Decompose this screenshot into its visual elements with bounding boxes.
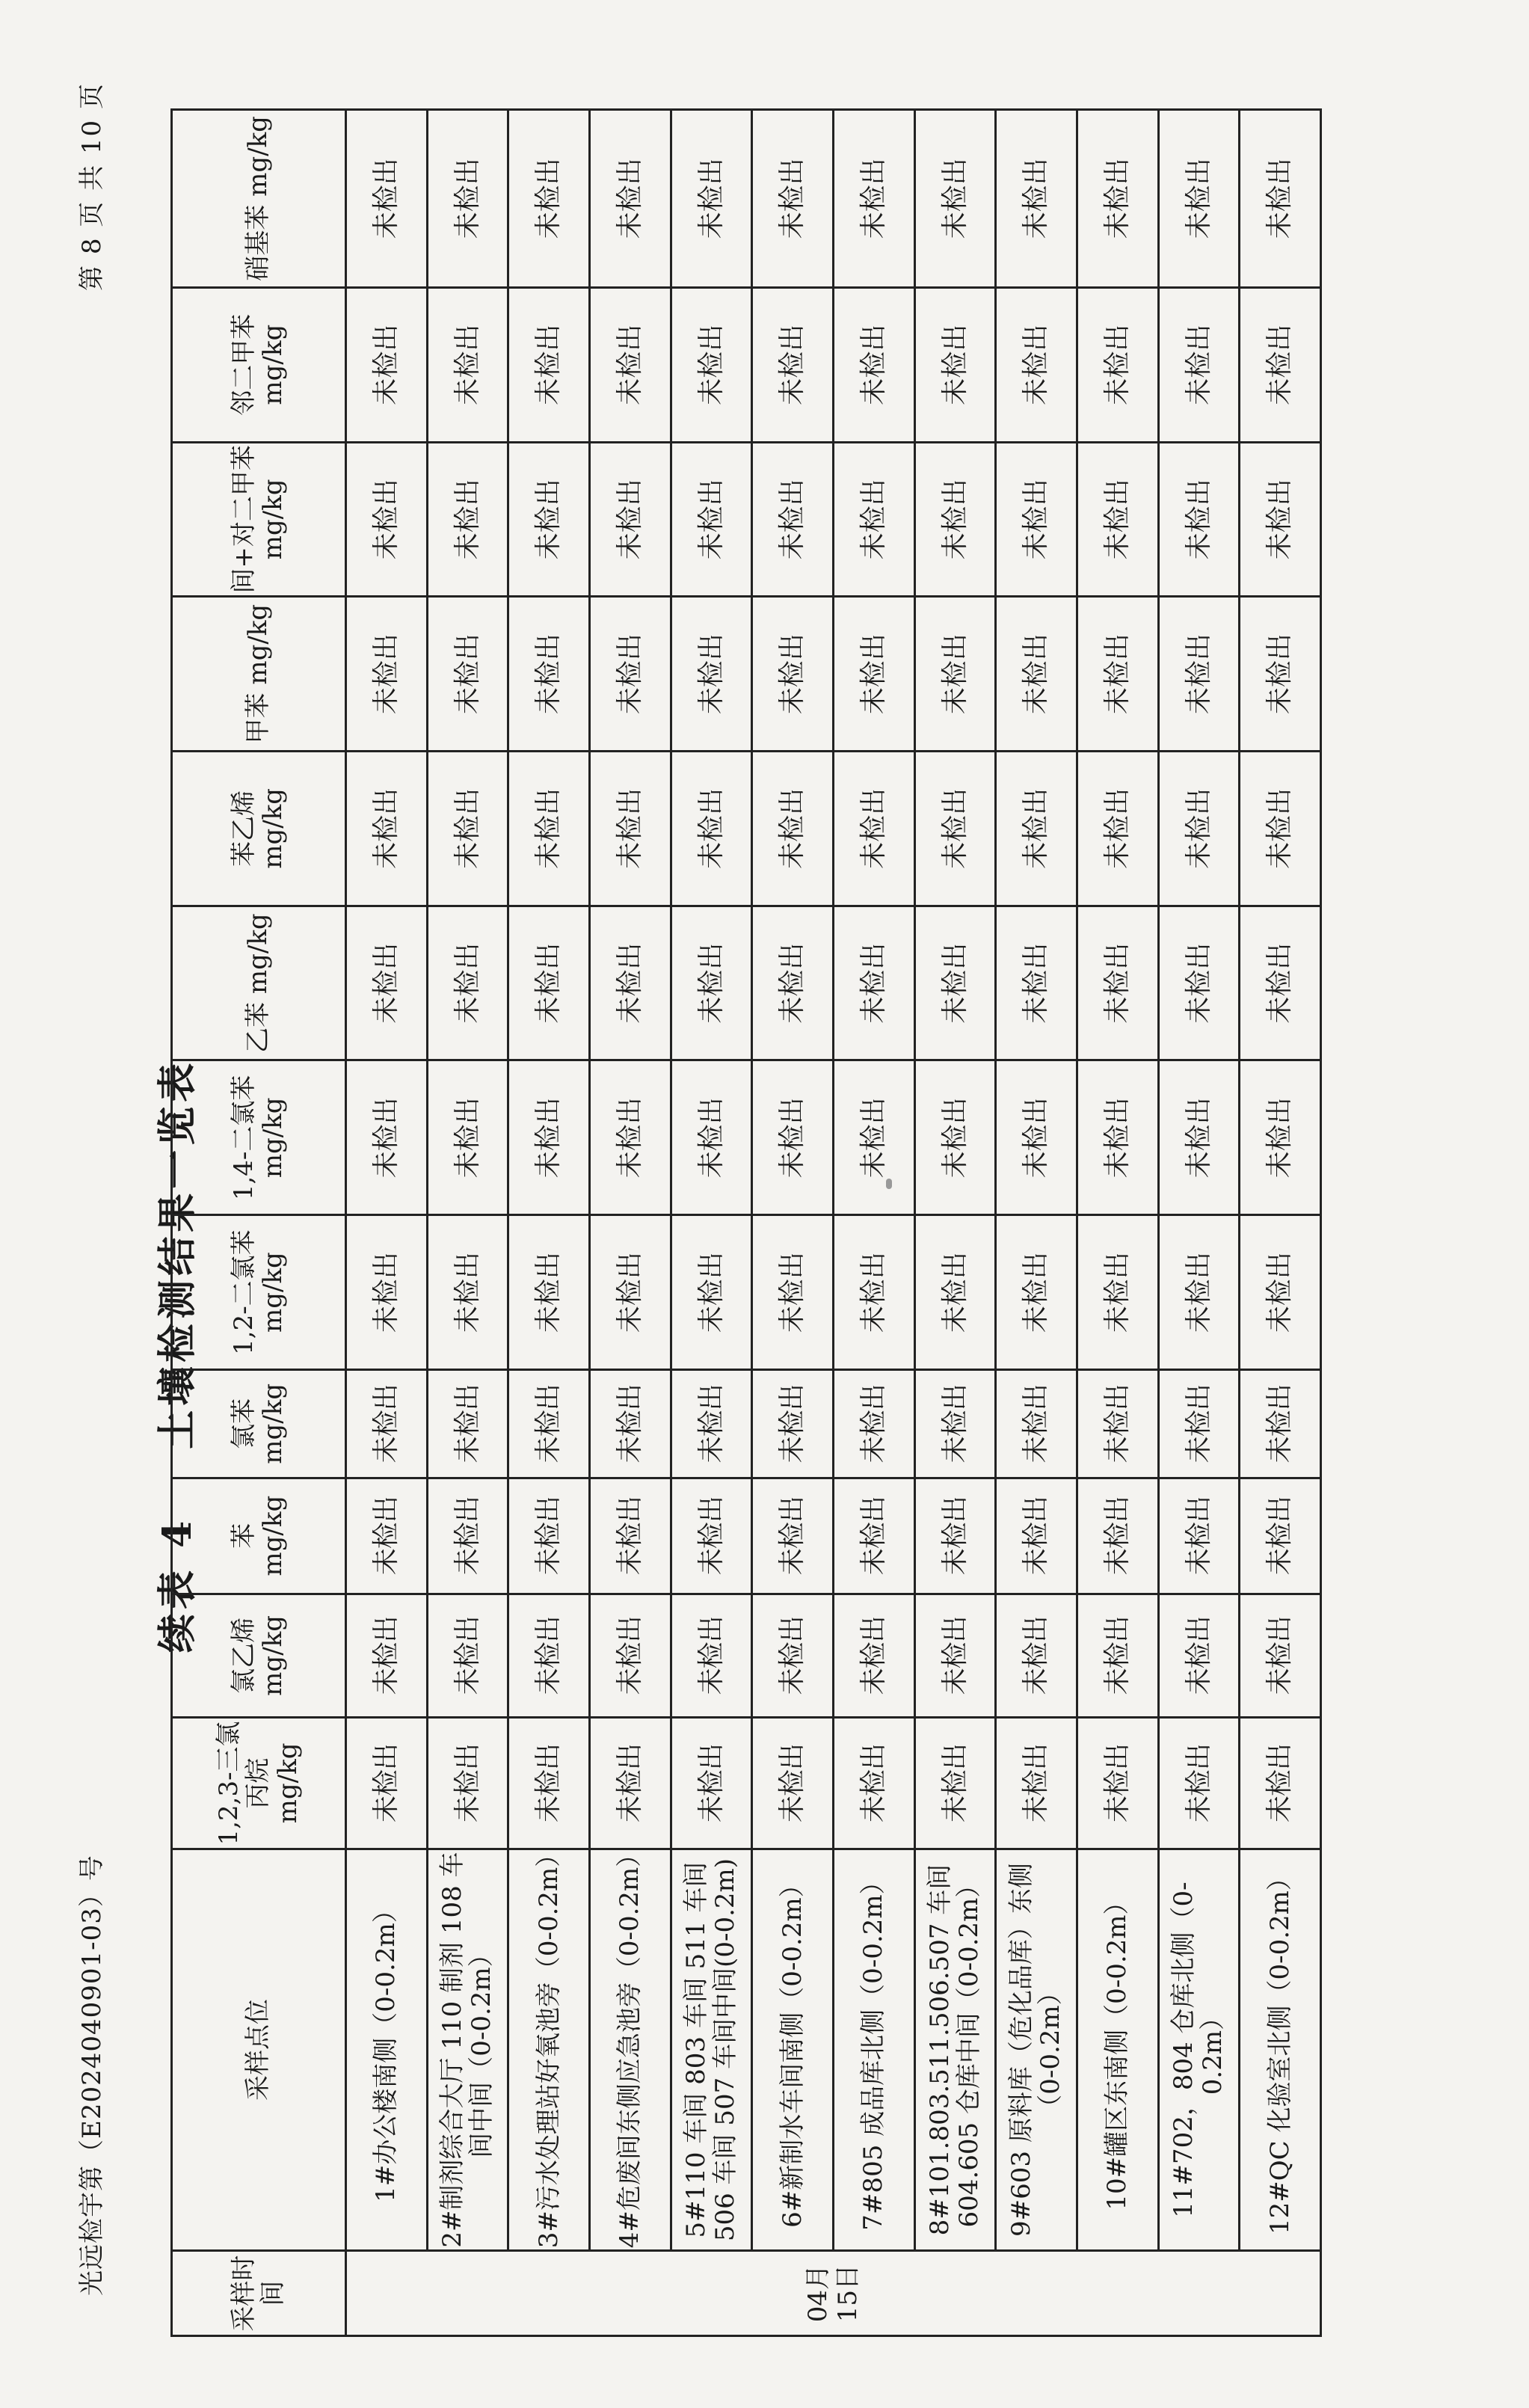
table-row xyxy=(427,110,508,2336)
result-cell: 未检出 xyxy=(1158,752,1240,906)
result-cell: 未检出 xyxy=(508,1369,590,1478)
result-cell: 未检出 xyxy=(996,1478,1077,1594)
sampling-point-cell: 12#QC 化验室北侧（0-0.2m） xyxy=(1240,1849,1321,2251)
result-cell: 未检出 xyxy=(996,442,1077,597)
result-cell: 未检出 xyxy=(1158,287,1240,442)
result-cell: 未检出 xyxy=(671,752,752,906)
result-cell: 未检出 xyxy=(833,906,914,1060)
result-cell: 未检出 xyxy=(1158,1060,1240,1215)
result-cell: 未检出 xyxy=(346,1060,428,1215)
result-cell: 未检出 xyxy=(427,597,508,752)
sampling-point-cell: 5#110 车间 803 车间 511 车间 506 车间 507 车间中间(0-0.2m) xyxy=(671,1849,752,2251)
result-cell: 未检出 xyxy=(1158,110,1240,288)
sampling-point-cell: 6#新制水车间南侧（0-0.2m） xyxy=(752,1849,834,2251)
result-cell: 未检出 xyxy=(752,1369,834,1478)
result-cell: 未检出 xyxy=(346,287,428,442)
result-cell: 未检出 xyxy=(508,1478,590,1594)
result-cell: 未检出 xyxy=(427,906,508,1060)
result-cell: 未检出 xyxy=(1077,906,1158,1060)
table-row xyxy=(752,110,834,2336)
result-cell: 未检出 xyxy=(1240,1478,1321,1594)
result-cell: 未检出 xyxy=(1077,1060,1158,1215)
table-title-text: 土壤检测结果一览表 xyxy=(155,1058,200,1449)
column-header: 采样点位 xyxy=(172,1849,346,2251)
result-cell: 未检出 xyxy=(833,597,914,752)
result-cell: 未检出 xyxy=(589,1215,671,1370)
result-cell: 未检出 xyxy=(1077,1594,1158,1717)
result-cell: 未检出 xyxy=(996,906,1077,1060)
result-cell: 未检出 xyxy=(752,110,834,288)
result-cell: 未检出 xyxy=(914,1369,996,1478)
result-cell: 未检出 xyxy=(752,1215,834,1370)
sampling-point-cell: 8#101.803.511.506.507 车间 604.605 仓库中间（0-0.2m） xyxy=(914,1849,996,2251)
result-cell: 未检出 xyxy=(996,1718,1077,1849)
result-cell: 未检出 xyxy=(833,1718,914,1849)
result-cell: 未检出 xyxy=(346,1718,428,1849)
result-cell: 未检出 xyxy=(833,287,914,442)
result-cell: 未检出 xyxy=(833,1060,914,1215)
column-header: 氯乙烯 mg/kg xyxy=(172,1594,346,1717)
table-row xyxy=(1240,110,1321,2336)
result-cell: 未检出 xyxy=(427,110,508,288)
result-cell: 未检出 xyxy=(1240,287,1321,442)
report-number: 光远检宇第（E2024040901-03）号 xyxy=(77,1855,107,2296)
result-cell: 未检出 xyxy=(1158,1718,1240,1849)
result-cell: 未检出 xyxy=(589,442,671,597)
table-row xyxy=(833,110,914,2336)
column-header: 苯 mg/kg xyxy=(172,1478,346,1594)
result-cell: 未检出 xyxy=(1240,1594,1321,1717)
result-cell: 未检出 xyxy=(752,1594,834,1717)
table-row xyxy=(1077,110,1158,2336)
sampling-point-cell: 3#污水处理站好氧池旁（0-0.2m） xyxy=(508,1849,590,2251)
result-cell: 未检出 xyxy=(1240,752,1321,906)
result-cell: 未检出 xyxy=(508,597,590,752)
result-cell: 未检出 xyxy=(752,906,834,1060)
result-cell: 未检出 xyxy=(996,752,1077,906)
result-cell: 未检出 xyxy=(1158,442,1240,597)
result-cell: 未检出 xyxy=(752,1718,834,1849)
result-cell: 未检出 xyxy=(589,1369,671,1478)
column-header: 1,4-二氯苯 mg/kg xyxy=(172,1060,346,1215)
sampling-point-cell: 7#805 成品库北侧（0-0.2m） xyxy=(833,1849,914,2251)
result-cell: 未检出 xyxy=(427,1594,508,1717)
result-cell: 未检出 xyxy=(671,287,752,442)
result-cell: 未检出 xyxy=(1240,110,1321,288)
table-row xyxy=(914,110,996,2336)
result-cell: 未检出 xyxy=(1077,752,1158,906)
result-cell: 未检出 xyxy=(914,906,996,1060)
sampling-point-cell: 10#罐区东南侧（0-0.2m） xyxy=(1077,1849,1158,2251)
result-cell: 未检出 xyxy=(1077,110,1158,288)
result-cell: 未检出 xyxy=(996,1369,1077,1478)
result-cell: 未检出 xyxy=(914,1060,996,1215)
result-cell: 未检出 xyxy=(996,1215,1077,1370)
result-cell: 未检出 xyxy=(508,442,590,597)
result-cell: 未检出 xyxy=(752,442,834,597)
result-cell: 未检出 xyxy=(996,1594,1077,1717)
result-cell: 未检出 xyxy=(996,1060,1077,1215)
sampling-point-cell: 9#603 原料库（危化品库）东侧（0-0.2m） xyxy=(996,1849,1077,2251)
column-header: 1,2-二氯苯 mg/kg xyxy=(172,1215,346,1370)
column-header: 苯乙烯 mg/kg xyxy=(172,752,346,906)
table-row xyxy=(996,110,1077,2336)
result-cell: 未检出 xyxy=(508,1718,590,1849)
result-cell: 未检出 xyxy=(427,1060,508,1215)
column-header: 甲苯 mg/kg xyxy=(172,597,346,752)
result-cell: 未检出 xyxy=(589,1718,671,1849)
result-cell: 未检出 xyxy=(589,906,671,1060)
result-cell: 未检出 xyxy=(1158,1594,1240,1717)
column-header: 乙苯 mg/kg xyxy=(172,906,346,1060)
result-cell: 未检出 xyxy=(1077,597,1158,752)
result-cell: 未检出 xyxy=(508,110,590,288)
result-cell: 未检出 xyxy=(589,1478,671,1594)
result-cell: 未检出 xyxy=(346,442,428,597)
result-cell: 未检出 xyxy=(427,752,508,906)
result-cell: 未检出 xyxy=(508,752,590,906)
result-cell: 未检出 xyxy=(508,1215,590,1370)
result-cell: 未检出 xyxy=(427,442,508,597)
result-cell: 未检出 xyxy=(589,1060,671,1215)
column-header: 氯苯 mg/kg xyxy=(172,1369,346,1478)
result-cell: 未检出 xyxy=(914,442,996,597)
result-cell: 未检出 xyxy=(508,1594,590,1717)
column-header: 硝基苯 mg/kg xyxy=(172,110,346,288)
result-cell: 未检出 xyxy=(1240,597,1321,752)
result-cell: 未检出 xyxy=(1077,1215,1158,1370)
result-cell: 未检出 xyxy=(1240,442,1321,597)
result-cell: 未检出 xyxy=(671,1718,752,1849)
result-cell: 未检出 xyxy=(346,1369,428,1478)
result-cell: 未检出 xyxy=(833,1594,914,1717)
result-cell: 未检出 xyxy=(914,752,996,906)
result-cell: 未检出 xyxy=(1077,1718,1158,1849)
sampling-point-cell: 1#办公楼南侧（0-0.2m） xyxy=(346,1849,428,2251)
sampling-point-cell: 2#制剂综合大厅 110 制剂 108 车间中间（0-0.2m） xyxy=(427,1849,508,2251)
result-cell: 未检出 xyxy=(914,1718,996,1849)
result-cell: 未检出 xyxy=(508,1060,590,1215)
sampling-date-cell: 04月15日 xyxy=(346,2251,1321,2336)
result-cell: 未检出 xyxy=(914,597,996,752)
result-cell: 未检出 xyxy=(752,1060,834,1215)
result-cell: 未检出 xyxy=(589,287,671,442)
sampling-point-cell: 11#702，804 仓库北侧（0-0.2m） xyxy=(1158,1849,1240,2251)
result-cell: 未检出 xyxy=(752,752,834,906)
column-header: 间+对二甲苯 mg/kg xyxy=(172,442,346,597)
table-body xyxy=(346,110,1321,2336)
result-cell: 未检出 xyxy=(671,110,752,288)
result-cell: 未检出 xyxy=(427,1478,508,1594)
result-cell: 未检出 xyxy=(346,1478,428,1594)
result-cell: 未检出 xyxy=(508,287,590,442)
result-cell: 未检出 xyxy=(996,110,1077,288)
result-cell: 未检出 xyxy=(671,1215,752,1370)
result-cell: 未检出 xyxy=(1240,1060,1321,1215)
table-row xyxy=(589,110,671,2336)
table-row xyxy=(671,110,752,2336)
result-cell: 未检出 xyxy=(1158,906,1240,1060)
result-cell: 未检出 xyxy=(1240,906,1321,1060)
result-cell: 未检出 xyxy=(1158,1369,1240,1478)
scan-mark xyxy=(886,1179,892,1189)
result-cell: 未检出 xyxy=(346,1594,428,1717)
soil-results-table xyxy=(170,108,1322,2337)
result-cell: 未检出 xyxy=(427,1215,508,1370)
result-cell: 未检出 xyxy=(671,1060,752,1215)
result-cell: 未检出 xyxy=(833,1215,914,1370)
result-cell: 未检出 xyxy=(346,1215,428,1370)
result-cell: 未检出 xyxy=(508,906,590,1060)
header-row xyxy=(172,110,346,2336)
result-cell: 未检出 xyxy=(671,1594,752,1717)
result-cell: 未检出 xyxy=(346,597,428,752)
result-cell: 未检出 xyxy=(914,1215,996,1370)
result-cell: 未检出 xyxy=(833,110,914,288)
result-cell: 未检出 xyxy=(671,906,752,1060)
column-header: 采样时间 xyxy=(172,2251,346,2336)
result-cell: 未检出 xyxy=(752,287,834,442)
table-row xyxy=(508,110,590,2336)
result-cell: 未检出 xyxy=(1158,1478,1240,1594)
result-cell: 未检出 xyxy=(1240,1718,1321,1849)
page-info: 第 8 页 共 10 页 xyxy=(77,82,107,291)
result-cell: 未检出 xyxy=(427,1369,508,1478)
result-cell: 未检出 xyxy=(346,906,428,1060)
result-cell: 未检出 xyxy=(346,752,428,906)
result-cell: 未检出 xyxy=(914,287,996,442)
result-cell: 未检出 xyxy=(671,1478,752,1594)
column-header: 1,2,3-三氯丙烷 mg/kg xyxy=(172,1718,346,1849)
result-cell: 未检出 xyxy=(914,110,996,288)
result-cell: 未检出 xyxy=(427,287,508,442)
table-title-prefix: 续表 4 xyxy=(155,1516,200,1653)
result-cell: 未检出 xyxy=(833,1369,914,1478)
result-cell: 未检出 xyxy=(1240,1215,1321,1370)
result-cell: 未检出 xyxy=(996,597,1077,752)
result-cell: 未检出 xyxy=(589,110,671,288)
result-cell: 未检出 xyxy=(1077,287,1158,442)
result-cell: 未检出 xyxy=(833,1478,914,1594)
result-cell: 未检出 xyxy=(427,1718,508,1849)
result-cell: 未检出 xyxy=(1077,1478,1158,1594)
result-cell: 未检出 xyxy=(589,1594,671,1717)
result-cell: 未检出 xyxy=(752,597,834,752)
sampling-point-cell: 4#危废间东侧应急池旁（0-0.2m） xyxy=(589,1849,671,2251)
result-cell: 未检出 xyxy=(833,442,914,597)
result-cell: 未检出 xyxy=(346,110,428,288)
table-row xyxy=(1158,110,1240,2336)
result-cell: 未检出 xyxy=(671,442,752,597)
result-cell: 未检出 xyxy=(1158,597,1240,752)
result-cell: 未检出 xyxy=(1077,1369,1158,1478)
result-cell: 未检出 xyxy=(914,1594,996,1717)
result-cell: 未检出 xyxy=(833,752,914,906)
result-cell: 未检出 xyxy=(589,752,671,906)
result-cell: 未检出 xyxy=(671,597,752,752)
result-cell: 未检出 xyxy=(996,287,1077,442)
result-cell: 未检出 xyxy=(589,597,671,752)
column-header: 邻二甲苯 mg/kg xyxy=(172,287,346,442)
result-cell: 未检出 xyxy=(1158,1215,1240,1370)
result-cell: 未检出 xyxy=(914,1478,996,1594)
table-header xyxy=(172,110,346,2336)
result-cell: 未检出 xyxy=(752,1478,834,1594)
result-cell: 未检出 xyxy=(671,1369,752,1478)
result-cell: 未检出 xyxy=(1077,442,1158,597)
table-row xyxy=(346,110,428,2336)
result-cell: 未检出 xyxy=(1240,1369,1321,1478)
